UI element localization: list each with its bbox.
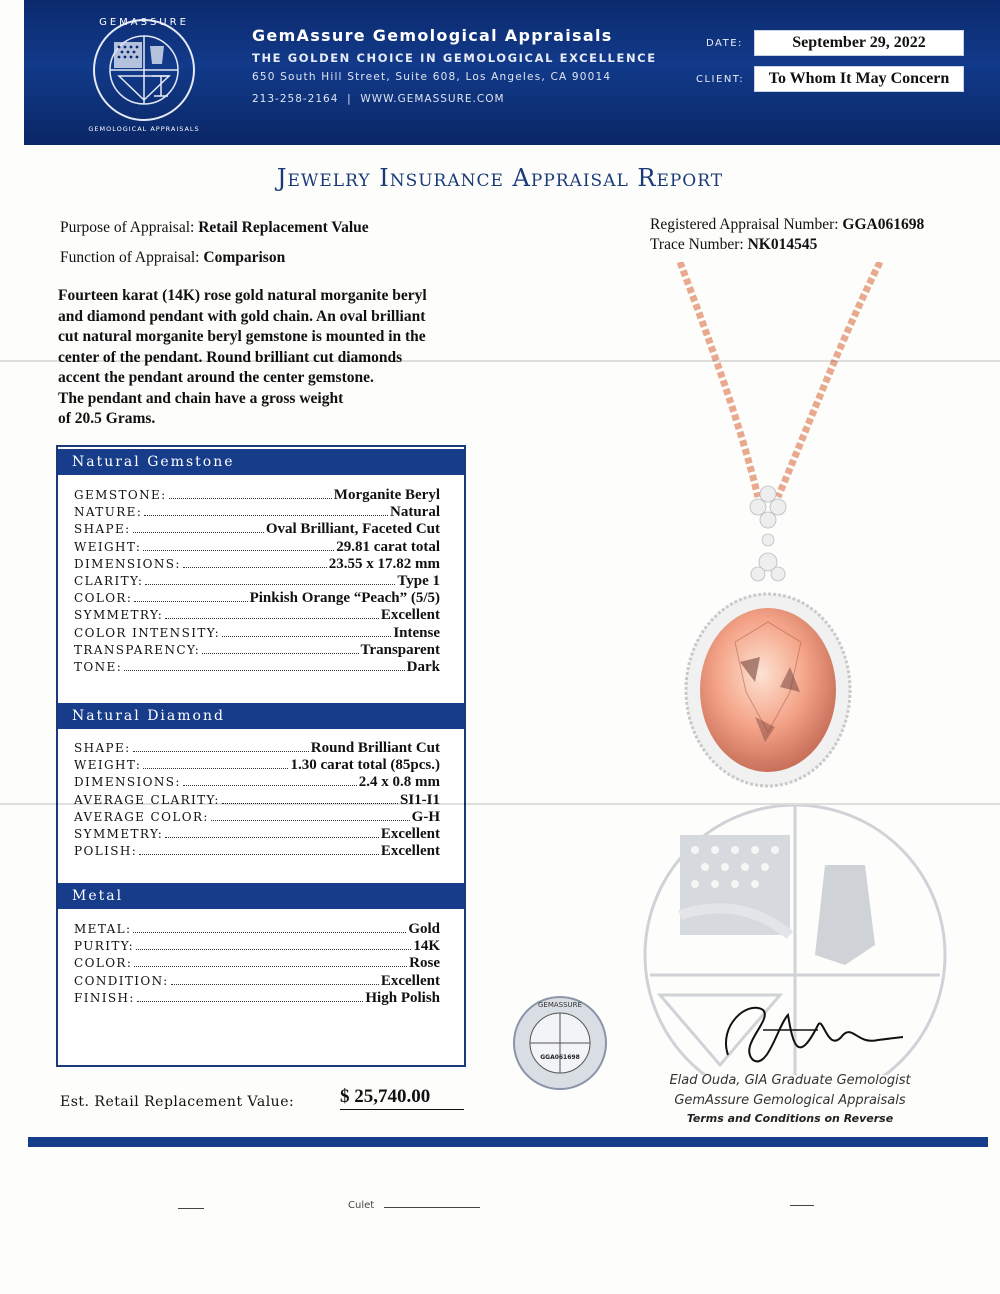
company-website[interactable]: WWW.GEMASSURE.COM — [360, 93, 505, 105]
fold-line — [0, 360, 1000, 362]
dot-leader — [143, 768, 288, 769]
dot-leader — [143, 550, 334, 551]
spec-label: AVERAGE CLARITY: — [74, 792, 220, 807]
metal-spec-row — [74, 990, 440, 1007]
spec-value: High Polish — [365, 989, 440, 1006]
company-address: 650 South Hill Street, Suite 608, Los Angeles, CA 90014 — [252, 71, 612, 83]
diamond-spec-row — [74, 740, 440, 757]
diamond-spec-row — [74, 809, 440, 826]
spec-label: DIMENSIONS: — [74, 775, 181, 790]
dot-leader — [211, 820, 410, 821]
gemstone-spec-row — [74, 573, 440, 590]
spec-value: Excellent — [380, 843, 440, 860]
gemstone-spec-row — [74, 521, 440, 538]
spec-value: Pinkish Orange “Peach” (5/5) — [249, 590, 440, 607]
dot-leader — [133, 932, 406, 933]
gemstone-spec-row — [74, 556, 440, 573]
spec-label: SYMMETRY: — [74, 608, 164, 623]
diamond-heading: Natural Diamond — [58, 703, 464, 729]
svg-text:GEMASSURE: GEMASSURE — [99, 17, 189, 28]
spec-value: Excellent — [380, 972, 440, 989]
description-line: The pendant and chain have a gross weight — [58, 389, 344, 407]
spec-value: Excellent — [380, 607, 440, 624]
company-block — [252, 26, 657, 105]
purpose-label: Purpose of Appraisal: — [60, 219, 195, 236]
fold-line — [0, 803, 1000, 805]
spec-label: CLARITY: — [74, 573, 144, 588]
diamond-spec-row — [74, 826, 440, 843]
scan-mark — [384, 1207, 480, 1208]
dot-leader — [137, 1001, 364, 1002]
spec-label: SHAPE: — [74, 522, 131, 537]
spec-value: 1.30 carat total (85pcs.) — [290, 757, 440, 774]
culet-label: Culet — [348, 1200, 375, 1211]
dot-leader — [134, 966, 407, 967]
scan-mark — [178, 1208, 204, 1209]
diamond-spec-row — [74, 843, 440, 860]
spec-label: WEIGHT: — [74, 758, 142, 773]
spec-value: 29.81 carat total — [336, 538, 440, 555]
gemstone-spec-row — [74, 625, 440, 642]
spec-value: Transparent — [360, 641, 440, 658]
spec-value: Intense — [393, 624, 440, 641]
spec-value: Oval Brilliant, Faceted Cut — [265, 521, 440, 538]
spec-label: POLISH: — [74, 844, 138, 859]
footer-bar — [28, 1137, 988, 1147]
dot-leader — [133, 751, 309, 752]
spec-value: 14K — [413, 938, 440, 955]
appraiser-name: Elad Ouda, GIA Graduate Gemologist — [669, 1073, 911, 1088]
description-line: center of the pendant. Round brilliant cut diamonds — [58, 348, 403, 366]
spec-value: Rose — [409, 955, 440, 972]
spec-value: Gold — [408, 921, 440, 937]
dot-leader — [136, 949, 411, 950]
scan-mark — [790, 1205, 814, 1206]
gemstone-spec-row — [74, 659, 440, 676]
dot-leader — [134, 601, 247, 602]
registration-label: Registered Appraisal Number: — [650, 216, 839, 233]
spec-value: 2.4 x 0.8 mm — [358, 774, 440, 791]
spec-value: Type 1 — [397, 572, 440, 589]
client-label: CLIENT: — [696, 74, 745, 85]
metal-spec-row — [74, 921, 440, 938]
dot-leader — [139, 854, 379, 855]
spec-label: PURITY: — [74, 939, 135, 954]
holographic-seal — [512, 995, 608, 1091]
description-line: and diamond pendant with gold chain. An oval brilliant — [58, 307, 426, 325]
metal-spec-row — [74, 973, 440, 990]
description-line: Fourteen karat (14K) rose gold natural morganite beryl — [58, 287, 427, 304]
dot-leader — [145, 584, 395, 585]
metal-spec-row — [74, 955, 440, 972]
trace-line — [650, 236, 817, 254]
retail-value-amount: $ 25,740.00 — [340, 1086, 464, 1110]
spec-label: COLOR: — [74, 591, 133, 606]
dot-leader — [183, 785, 357, 786]
spec-label: TONE: — [74, 659, 123, 674]
spec-label: WEIGHT: — [74, 539, 142, 554]
spec-label: SYMMETRY: — [74, 826, 164, 841]
spec-value: Excellent — [380, 825, 440, 842]
spec-label: AVERAGE COLOR: — [74, 809, 209, 824]
svg-text:GEMASSURE: GEMASSURE — [538, 1001, 582, 1009]
gemassure-logo — [74, 6, 214, 136]
report-title: Jewelry Insurance Appraisal Report — [276, 164, 724, 192]
function-value: Comparison — [203, 249, 286, 266]
dot-leader — [133, 532, 264, 533]
spec-label: SHAPE: — [74, 741, 131, 755]
metal-spec-list — [74, 921, 440, 1007]
diamond-spec-row — [74, 774, 440, 791]
gemstone-spec-list — [74, 487, 440, 676]
date-label: DATE: — [706, 38, 743, 49]
metal-heading: Metal — [58, 883, 464, 909]
spec-value: Morganite Beryl — [333, 487, 440, 503]
company-tagline: THE GOLDEN CHOICE IN GEMOLOGICAL EXCELLENCE — [252, 51, 657, 65]
metal-spec-row — [74, 938, 440, 955]
description-line: cut natural morganite beryl gemstone is mounted in the — [58, 328, 426, 345]
svg-text:Elad Ouda: Elad Ouda — [805, 997, 811, 998]
purpose-line — [60, 219, 369, 237]
spec-value: Round Brilliant Cut — [310, 740, 440, 756]
dot-leader — [222, 636, 391, 637]
spec-label: CONDITION: — [74, 973, 169, 988]
retail-value-label: Est. Retail Replacement Value: — [60, 1094, 295, 1110]
spec-label: NATURE: — [74, 505, 143, 520]
company-name: GemAssure Gemological Appraisals — [252, 26, 613, 45]
dot-leader — [165, 618, 379, 619]
dot-leader — [165, 837, 379, 838]
spec-label: METAL: — [74, 922, 132, 936]
registration-line — [650, 216, 924, 234]
gemstone-spec-row — [74, 504, 440, 521]
function-label: Function of Appraisal: — [60, 249, 200, 266]
gemstone-spec-row — [74, 607, 440, 624]
spec-label: GEMSTONE: — [74, 488, 167, 502]
spec-label: TRANSPARENCY: — [74, 642, 201, 657]
spec-value: Natural — [390, 504, 440, 521]
diamond-spec-list — [74, 740, 440, 860]
date-field: September 29, 2022 — [754, 30, 964, 56]
svg-text:GGA061698: GGA061698 — [540, 1054, 580, 1061]
client-field: To Whom It May Concern — [754, 66, 964, 92]
trace-value: NK014545 — [747, 236, 818, 253]
spec-label: COLOR: — [74, 956, 133, 971]
dot-leader — [124, 670, 405, 671]
gemstone-heading: Natural Gemstone — [58, 449, 464, 475]
spec-label: DIMENSIONS: — [74, 556, 181, 571]
trace-label: Trace Number: — [650, 236, 744, 253]
dot-leader — [183, 567, 327, 568]
dot-leader — [202, 653, 358, 654]
gemstone-spec-row — [74, 487, 440, 504]
svg-text:GEMOLOGICAL APPRAISALS: GEMOLOGICAL APPRAISALS — [88, 125, 200, 133]
specification-box — [56, 445, 466, 1067]
description-line: accent the pendant around the center gemstone. — [58, 369, 374, 386]
description-line: of 20.5 Grams. — [58, 410, 156, 427]
spec-value: SI1-I1 — [399, 791, 440, 808]
spec-label: FINISH: — [74, 990, 135, 1005]
appraiser-company: GemAssure Gemological Appraisals — [674, 1093, 906, 1108]
dot-leader — [169, 498, 332, 499]
terms-note: Terms and Conditions on Reverse — [686, 1112, 894, 1125]
pendant-photo — [640, 262, 890, 792]
spec-value: 23.55 x 17.82 mm — [328, 555, 440, 572]
gemstone-spec-row — [74, 642, 440, 659]
appraiser-signature — [708, 985, 908, 1075]
spec-value: G-H — [411, 808, 440, 825]
contact-separator: | — [347, 93, 352, 105]
registration-value: GGA061698 — [842, 216, 925, 233]
function-line — [60, 249, 285, 267]
purpose-value: Retail Replacement Value — [198, 219, 369, 236]
gemstone-spec-row — [74, 590, 440, 607]
gemstone-spec-row — [74, 539, 440, 556]
company-contact — [252, 93, 657, 105]
diamond-spec-row — [74, 792, 440, 809]
header-band — [24, 0, 1000, 145]
spec-value: Dark — [406, 658, 440, 675]
dot-leader — [144, 515, 388, 516]
company-phone: 213-258-2164 — [252, 93, 339, 105]
diamond-spec-row — [74, 757, 440, 774]
dot-leader — [171, 984, 379, 985]
spec-label: COLOR INTENSITY: — [74, 625, 221, 640]
item-description — [58, 286, 478, 430]
